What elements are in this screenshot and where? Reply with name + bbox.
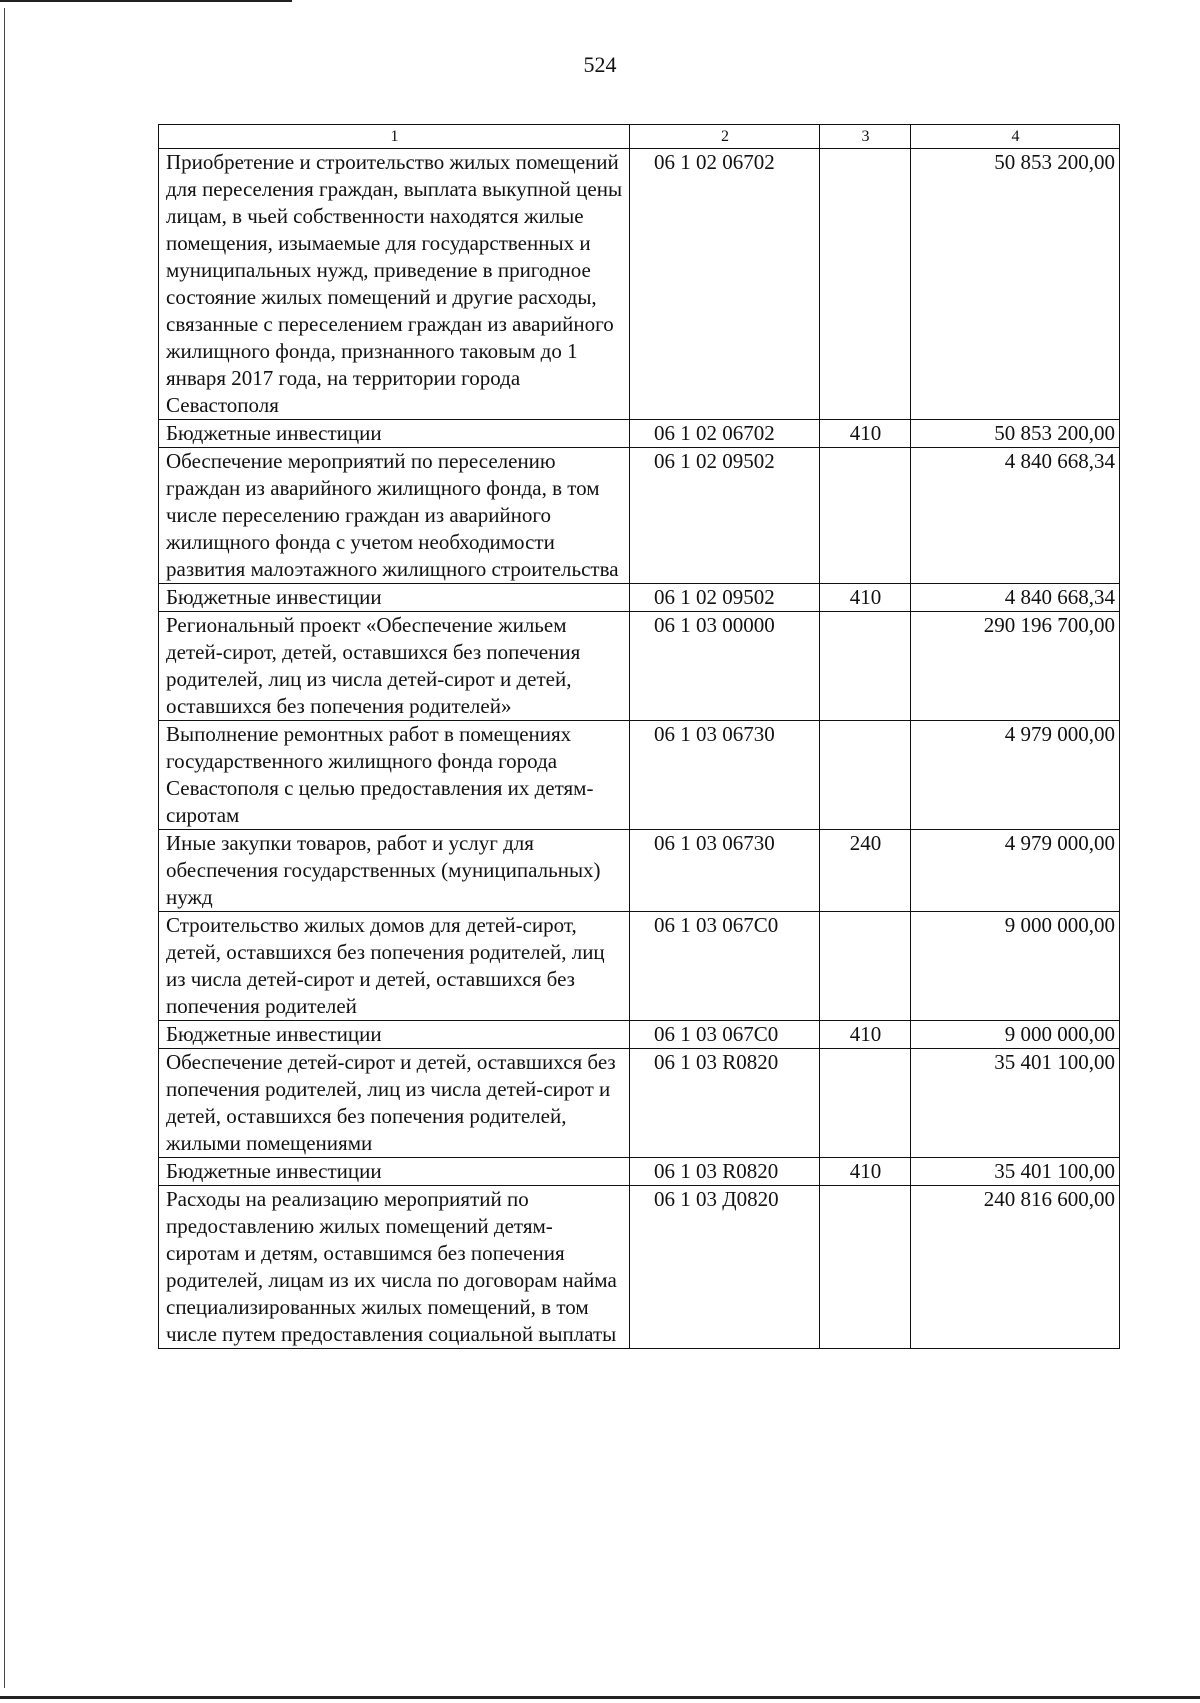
row-sum-cell: 240 816 600,00 — [911, 1186, 1120, 1349]
row-type-cell: 240 — [820, 830, 911, 912]
table-row — [159, 1186, 1120, 1349]
row-code-cell: 06 1 03 Д0820 — [630, 1186, 820, 1349]
row-name-cell: Иные закупки товаров, работ и услуг для обеспечения государственных (муниципальных) нужд — [159, 830, 630, 912]
table-row — [159, 1158, 1120, 1186]
table-row — [159, 1021, 1120, 1049]
table-header-row — [159, 125, 1120, 149]
table-row — [159, 584, 1120, 612]
scan-edge-left — [4, 8, 5, 1688]
table-row — [159, 448, 1120, 584]
row-code-cell: 06 1 02 09502 — [630, 448, 820, 584]
table-row — [159, 612, 1120, 721]
row-name-cell: Расходы на реализацию мероприятий по предоставлению жилых помещений детям-сиротам и детям, оставшимся без попечения родителей, лицам из их числа по договорам найма специализированных жилых помещений, в том числе путем предоставления социальной выплаты — [159, 1186, 630, 1349]
row-name-cell: Бюджетные инвестиции — [159, 1021, 630, 1049]
scan-edge-bottom — [0, 1696, 1200, 1699]
table-row — [159, 912, 1120, 1021]
row-sum-cell: 4 979 000,00 — [911, 721, 1120, 830]
row-code-cell: 06 1 03 06730 — [630, 721, 820, 830]
row-name-cell: Бюджетные инвестиции — [159, 420, 630, 448]
column-header-4: 4 — [911, 125, 1120, 149]
row-sum-cell: 35 401 100,00 — [911, 1049, 1120, 1158]
row-type-cell — [820, 721, 911, 830]
row-type-cell — [820, 612, 911, 721]
column-header-2: 2 — [630, 125, 820, 149]
row-name-cell: Приобретение и строительство жилых помещений для переселения граждан, выплата выкупной цены лицам, в чьей собственности находятся жилые помещения, изымаемые для государственных и муниципальных нужд, приведение в пригодное состояние жилых помещений и другие расходы, связанные с переселением граждан из аварийного жилищного фонда, признанного таковым до 1 января 2017 года, на территории города Севастополя — [159, 149, 630, 420]
row-sum-cell: 4 840 668,34 — [911, 584, 1120, 612]
scan-edge-top — [0, 0, 292, 2]
row-code-cell: 06 1 03 06730 — [630, 830, 820, 912]
row-type-cell — [820, 448, 911, 584]
row-name-cell: Обеспечение мероприятий по переселению граждан из аварийного жилищного фонда, в том числе переселению граждан из аварийного жилищного фонда с учетом необходимости развития малоэтажного жилищного строительства — [159, 448, 630, 584]
table-body — [159, 149, 1120, 1349]
row-code-cell: 06 1 02 06702 — [630, 149, 820, 420]
row-type-cell: 410 — [820, 420, 911, 448]
row-type-cell: 410 — [820, 1021, 911, 1049]
row-sum-cell: 50 853 200,00 — [911, 149, 1120, 420]
row-name-cell: Бюджетные инвестиции — [159, 584, 630, 612]
row-sum-cell: 4 840 668,34 — [911, 448, 1120, 584]
table-row — [159, 721, 1120, 830]
page-number: 524 — [583, 52, 617, 77]
row-name-cell: Обеспечение детей-сирот и детей, оставшихся без попечения родителей, лиц из числа детей-сирот и детей, оставшихся без попечения родителей, жилыми помещениями — [159, 1049, 630, 1158]
row-sum-cell: 4 979 000,00 — [911, 830, 1120, 912]
column-header-3: 3 — [820, 125, 911, 149]
row-sum-cell: 50 853 200,00 — [911, 420, 1120, 448]
row-type-cell: 410 — [820, 1158, 911, 1186]
row-sum-cell: 35 401 100,00 — [911, 1158, 1120, 1186]
row-type-cell: 410 — [820, 584, 911, 612]
table-row — [159, 1049, 1120, 1158]
row-sum-cell: 9 000 000,00 — [911, 912, 1120, 1021]
budget-table — [158, 124, 1120, 1349]
row-code-cell: 06 1 03 067С0 — [630, 912, 820, 1021]
row-sum-cell: 9 000 000,00 — [911, 1021, 1120, 1049]
table-row — [159, 149, 1120, 420]
row-type-cell — [820, 1186, 911, 1349]
row-code-cell: 06 1 03 R0820 — [630, 1158, 820, 1186]
table-row — [159, 420, 1120, 448]
row-name-cell: Бюджетные инвестиции — [159, 1158, 630, 1186]
table-row — [159, 830, 1120, 912]
column-header-1: 1 — [159, 125, 630, 149]
row-code-cell: 06 1 02 09502 — [630, 584, 820, 612]
row-type-cell — [820, 912, 911, 1021]
row-name-cell: Выполнение ремонтных работ в помещениях государственного жилищного фонда города Севастополя с целью предоставления их детям-сиротам — [159, 721, 630, 830]
row-code-cell: 06 1 03 067С0 — [630, 1021, 820, 1049]
row-type-cell — [820, 1049, 911, 1158]
row-name-cell: Строительство жилых домов для детей-сирот, детей, оставшихся без попечения родителей, лиц из числа детей-сирот и детей, оставшихся без попечения родителей — [159, 912, 630, 1021]
row-type-cell — [820, 149, 911, 420]
row-sum-cell: 290 196 700,00 — [911, 612, 1120, 721]
row-code-cell: 06 1 03 00000 — [630, 612, 820, 721]
row-code-cell: 06 1 03 R0820 — [630, 1049, 820, 1158]
row-name-cell: Региональный проект «Обеспечение жильем детей-сирот, детей, оставшихся без попечения родителей, лиц из числа детей-сирот и детей, оставшихся без попечения родителей» — [159, 612, 630, 721]
row-code-cell: 06 1 02 06702 — [630, 420, 820, 448]
